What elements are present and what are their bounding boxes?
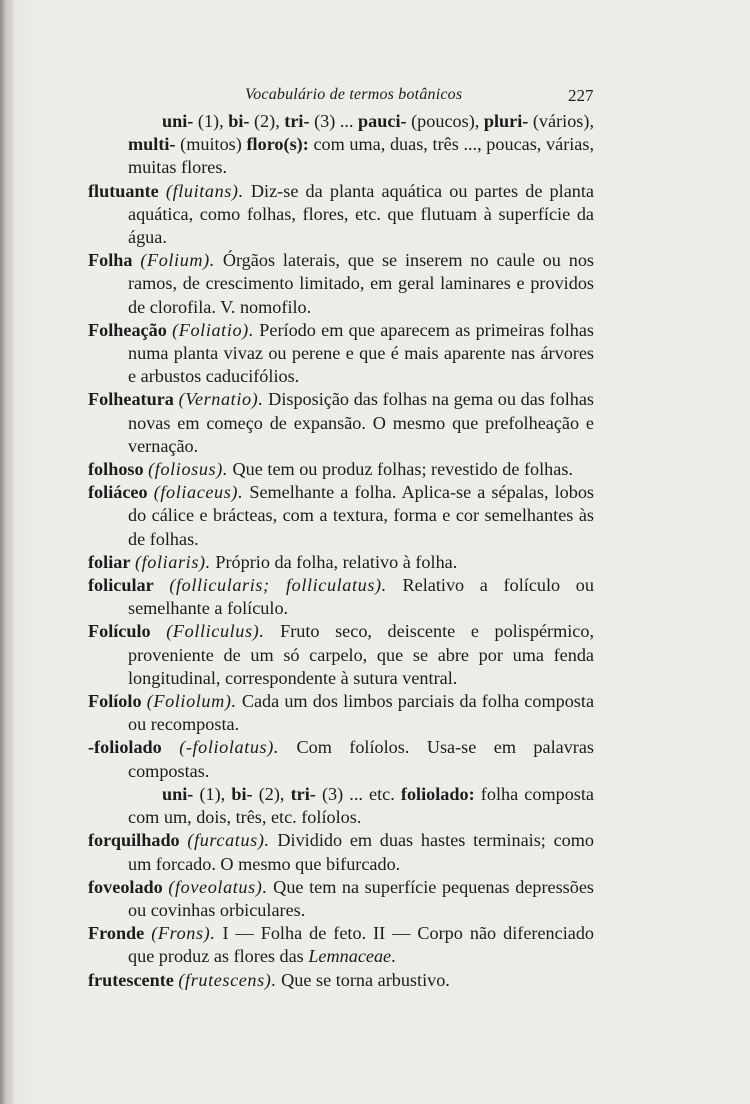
glossary-entries <box>88 110 594 992</box>
entry-term: Folheatura <box>88 389 174 410</box>
entry-latin: (foliaris). <box>134 551 211 572</box>
glossary-subentry: uni- (1), bi- (2), tri- (3) ... pauci- (poucos), pluri- (vários), multi- (muitos) floro(s): com uma, duas, três ..., poucas, várias, muitas flores. <box>128 111 595 178</box>
book-spine-shadow <box>0 0 14 1104</box>
entry-definition: Que tem na superfície pequenas depressões ou covinhas orbiculares. <box>128 876 595 920</box>
entry-definition: Que se torna arbustivo. <box>276 969 450 990</box>
glossary-entry <box>88 180 594 250</box>
entry-term: -foliolado <box>88 737 162 758</box>
glossary-entry <box>88 551 594 574</box>
entry-latin: (frutescens). <box>178 969 277 990</box>
entry-definition: Órgãos laterais, que se inserem no caule ou nos ramos, de crescimento limitado, em geral laminares e providos de clorofila. V. nomofilo. <box>128 250 595 317</box>
glossary-subentry: uni- (1), bi- (2), tri- (3) ... etc. foliolado: folha composta com um, dois, três, etc. folíolos. <box>128 783 594 828</box>
glossary-entry <box>88 690 594 736</box>
entry-term: Folíolo <box>88 691 142 712</box>
entry-definition: Diz-se da planta aquática ou partes de planta aquática, como folhas, flores, etc. que flutuam à superfície da água. <box>128 180 594 248</box>
entry-term: Folha <box>88 250 133 271</box>
entry-term: foliar <box>88 551 131 572</box>
entry-definition: Disposição das folhas na gema ou das folhas novas em começo de expansão. O mesmo que prefolheação e vernação. <box>128 389 594 456</box>
entry-term: folhoso <box>88 459 144 480</box>
entry-latin: (Folium). <box>140 250 215 271</box>
entry-latin: (fluitans). <box>165 180 244 201</box>
entry-term: Folículo <box>88 621 151 642</box>
entry-latin: (Folliculus). <box>166 621 265 642</box>
glossary-entry <box>88 481 594 551</box>
entry-latin: (-foliolatus). <box>179 737 280 758</box>
entry-term: frutescente <box>88 969 174 990</box>
entry-term: folicular <box>88 575 154 596</box>
entry-definition: Dividido em duas hastes terminais; como um forcado. O mesmo que bifurcado. <box>128 830 595 874</box>
entry-term: flutuante <box>88 180 159 201</box>
entry-definition: Período em que aparecem as primeiras folhas numa planta vivaz ou perene e que é mais aparente nas árvores e arbustos caducifólios. <box>128 319 595 387</box>
entry-latin: (furcatus). <box>187 830 270 851</box>
glossary-entry <box>88 736 594 782</box>
entry-definition: Que tem ou produz folhas; revestido de folhas. <box>228 459 573 480</box>
glossary-entry <box>88 388 594 458</box>
page-header <box>0 86 750 110</box>
entry-latin: (follicularis; folliculatus). <box>169 575 387 596</box>
glossary-entry <box>88 249 594 319</box>
page-number: 227 <box>568 86 594 105</box>
running-title: Vocabulário de termos botânicos <box>245 86 463 103</box>
entry-definition: Próprio da folha, relativo à folha. <box>210 551 458 572</box>
entry-latin: (foliaceus). <box>153 482 244 503</box>
entry-definition: Cada um dos limbos parciais da folha composta ou recomposta. <box>128 691 595 735</box>
entry-term: forquilhado <box>88 830 180 851</box>
entry-definition: I — Folha de feto. II — Corpo não diferenciado que produz as flores das <box>128 923 595 967</box>
glossary-entry <box>88 829 594 875</box>
entry-definition: Relativo a folículo ou semelhante a folículo. <box>128 575 594 619</box>
entry-definition: Com folíolos. Usa-se em palavras compostas. <box>128 737 595 781</box>
entry-latin: (Foliolum). <box>146 691 237 712</box>
entry-taxon: Lemnaceae <box>308 946 392 967</box>
entry-latin: (Foliatio). <box>172 319 254 340</box>
entry-term: Folheação <box>88 319 167 340</box>
glossary-entry <box>88 969 594 992</box>
glossary-entry <box>88 458 594 481</box>
entry-latin: (foliosus). <box>148 459 228 480</box>
entry-term: foveolado <box>88 876 163 897</box>
entry-latin: (Vernatio). <box>178 389 264 410</box>
entry-latin: (foveolatus). <box>168 876 268 897</box>
glossary-entry: Fronde (Frons). I — Folha de feto. II — Corpo não diferenciado que produz as flores das Lemnaceae. <box>88 923 595 967</box>
glossary-entry <box>88 574 594 620</box>
entry-term: foliáceo <box>88 482 148 503</box>
entry-latin: (Frons). <box>151 923 216 944</box>
glossary-entry <box>88 319 594 389</box>
glossary-entry <box>88 620 594 690</box>
entry-definition: Fruto seco, deiscente e polispérmico, proveniente de um só carpelo, que se abre por uma fenda longitudinal, correspondente à sutura ventral. <box>128 621 594 688</box>
entry-term: Fronde <box>88 923 145 944</box>
glossary-entry <box>88 876 594 922</box>
entry-definition: Semelhante a folha. Aplica-se a sépalas, lobos do cálice e brácteas, com a textura, forma e cor semelhantes às de folhas. <box>128 482 594 549</box>
